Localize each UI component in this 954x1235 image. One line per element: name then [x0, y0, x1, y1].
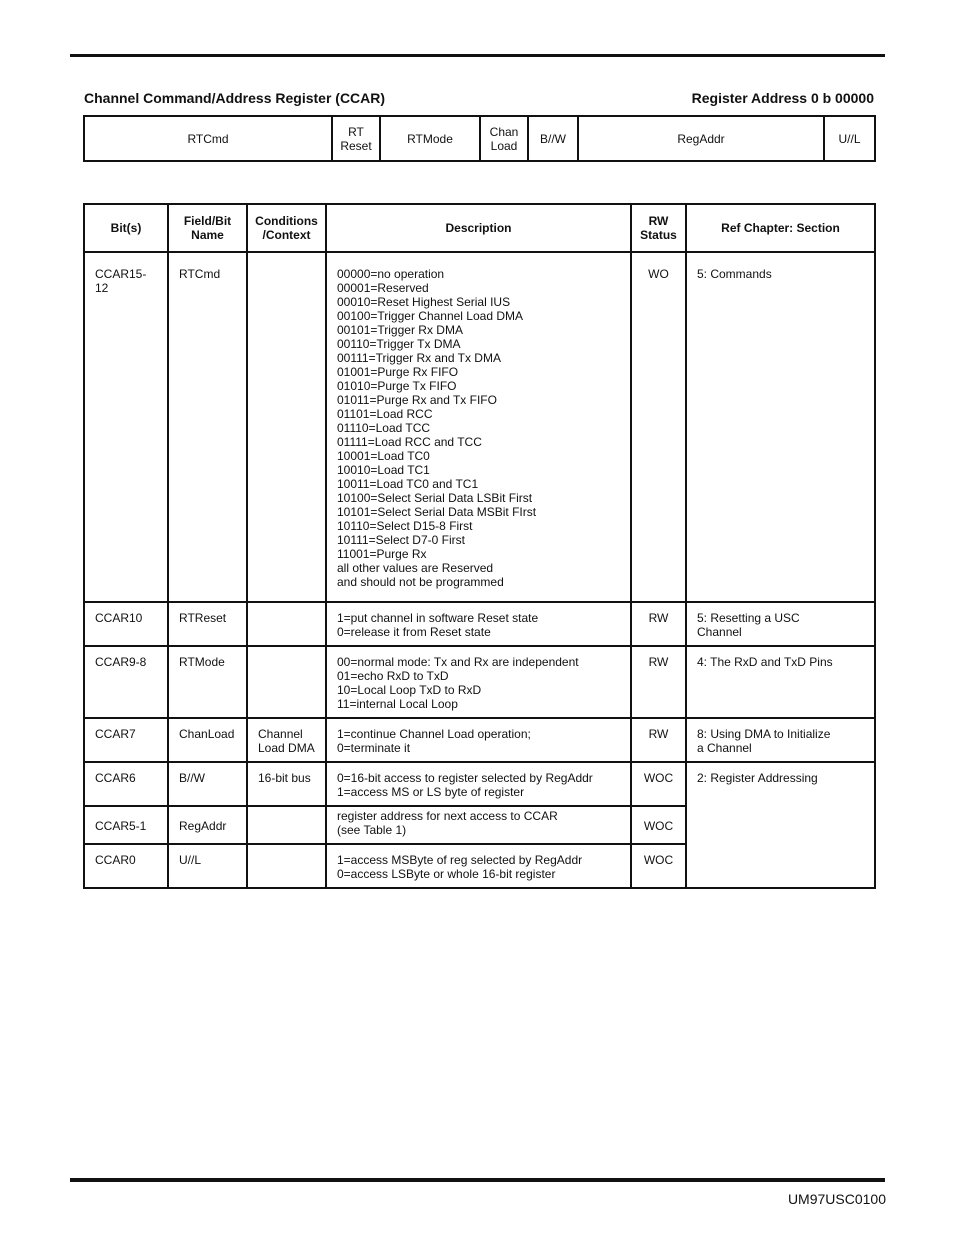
cell-description [326, 252, 631, 602]
description-line: 0=release it from Reset state [337, 625, 491, 639]
description-line: 1=continue Channel Load operation; [337, 727, 531, 741]
cell-ref-chapter: 5: Commands [686, 252, 875, 602]
cell-field-name: RegAddr [168, 806, 247, 844]
description-line: 10011=Load TC0 and TC1 [337, 477, 479, 491]
description-line: 01011=Purge Rx and Tx FIFO [337, 393, 497, 407]
register-address: Register Address 0 b 00000 [691, 90, 874, 106]
bitfield-chanload: Chan Load [480, 116, 528, 161]
description-line: 00110=Trigger Tx DMA [337, 337, 461, 351]
cell-description [326, 602, 631, 646]
cell-conditions [247, 252, 326, 602]
column-header-bits: Bit(s) [84, 204, 168, 252]
cell-ref-chapter: 5: Resetting a USC Channel [686, 602, 875, 646]
cell-conditions [247, 646, 326, 718]
cell-ref-chapter: 8: Using DMA to Initialize a Channel [686, 718, 875, 762]
description-line: 10100=Select Serial Data LSBit First [337, 491, 533, 505]
description-line: 00101=Trigger Rx DMA [337, 323, 463, 337]
register-title: Channel Command/Address Register (CCAR) [84, 90, 386, 106]
cell-bits: CCAR10 [84, 602, 168, 646]
description-line: 00100=Trigger Channel Load DMA [337, 309, 524, 323]
register-description-table [83, 203, 876, 889]
description-line: 01110=Load TCC [337, 421, 431, 435]
table-row [84, 646, 875, 718]
cell-bits: CCAR0 [84, 844, 168, 888]
cell-bits: CCAR6 [84, 762, 168, 806]
cell-field-name: RTCmd [168, 252, 247, 602]
bottom-rule [70, 1178, 885, 1182]
description-line: 0=16-bit access to register selected by RegAddr [337, 771, 593, 785]
table-row [84, 602, 875, 646]
description-line: 11001=Purge Rx [337, 547, 427, 561]
description-line: 0=terminate it [337, 741, 411, 755]
description-line: 01001=Purge Rx FIFO [337, 365, 459, 379]
cell-rw-status: WOC [631, 762, 686, 806]
cell-rw-status: RW [631, 602, 686, 646]
cell-ref-chapter: 4: The RxD and TxD Pins [686, 646, 875, 718]
description-line: 01=echo RxD to TxD [337, 669, 449, 683]
description-line: 10110=Select D15-8 First [337, 519, 473, 533]
description-line: 1=put channel in software Reset state [337, 611, 539, 625]
description-line: 01010=Purge Tx FIFO [337, 379, 457, 393]
cell-conditions [247, 602, 326, 646]
bit-field-map [83, 115, 876, 162]
bitfield-bw: B//W [528, 116, 578, 161]
description-line: 1=access MSByte of reg selected by RegAddr [337, 853, 583, 867]
cell-field-name: U//L [168, 844, 247, 888]
description-line: 00010=Reset Highest Serial IUS [337, 295, 511, 309]
description-line: all other values are Reserved [337, 561, 494, 575]
description-line: 00111=Trigger Rx and Tx DMA [337, 351, 501, 365]
column-header-ref-chapter: Ref Chapter: Section [686, 204, 875, 252]
description-line: 01111=Load RCC and TCC [337, 435, 482, 449]
cell-field-name: ChanLoad [168, 718, 247, 762]
description-line: and should not be programmed [337, 575, 504, 589]
document-id: UM97USC0100 [787, 1191, 886, 1207]
column-header-description: Description [326, 204, 631, 252]
cell-ref-chapter: 2: Register Addressing [686, 762, 875, 888]
top-rule [70, 54, 885, 57]
description-line: (see Table 1) [337, 823, 407, 837]
table-row [84, 718, 875, 762]
cell-rw-status: RW [631, 646, 686, 718]
cell-description [326, 844, 631, 888]
cell-bits: CCAR5-1 [84, 806, 168, 844]
bitfield-rtreset: RT Reset [332, 116, 380, 161]
cell-conditions: Channel Load DMA [247, 718, 326, 762]
cell-bits: CCAR9-8 [84, 646, 168, 718]
cell-description [326, 718, 631, 762]
bitfield-regaddr: RegAddr [578, 116, 824, 161]
cell-field-name: RTMode [168, 646, 247, 718]
description-line: 10010=Load TC1 [337, 463, 430, 477]
cell-conditions [247, 844, 326, 888]
table-row [84, 762, 875, 806]
column-header-field-name: Field/Bit Name [168, 204, 247, 252]
cell-rw-status: WO [631, 252, 686, 602]
bitfield-ul: U//L [824, 116, 875, 161]
cell-bits: CCAR15-12 [84, 252, 168, 602]
cell-description [326, 762, 631, 806]
description-line: 00000=no operation [337, 267, 445, 281]
description-line: register address for next access to CCAR [337, 809, 558, 823]
description-line: 10001=Load TC0 [337, 449, 430, 463]
column-header-rw-status: RW Status [631, 204, 686, 252]
description-line: 01101=Load RCC [337, 407, 433, 421]
description-line: 10=Local Loop TxD to RxD [337, 683, 482, 697]
description-line: 00=normal mode: Tx and Rx are independent [337, 655, 579, 669]
column-header-conditions: Conditions /Context [247, 204, 326, 252]
cell-conditions [247, 806, 326, 844]
description-line: 11=internal Local Loop [337, 697, 458, 711]
cell-rw-status: RW [631, 718, 686, 762]
cell-field-name: RTReset [168, 602, 247, 646]
table-header-row [84, 204, 875, 252]
bitfield-rtmode: RTMode [380, 116, 480, 161]
cell-bits: CCAR7 [84, 718, 168, 762]
description-line: 00001=Reserved [337, 281, 429, 295]
table-row [84, 252, 875, 602]
description-line: 0=access LSByte or whole 16-bit register [337, 867, 556, 881]
description-line: 1=access MS or LS byte of register [337, 785, 525, 799]
cell-rw-status: WOC [631, 844, 686, 888]
cell-conditions: 16-bit bus [247, 762, 326, 806]
cell-description [326, 646, 631, 718]
bitfield-rtcmd: RTCmd [84, 116, 332, 161]
cell-field-name: B//W [168, 762, 247, 806]
cell-description [326, 806, 631, 844]
description-line: 10101=Select Serial Data MSBit FIrst [337, 505, 537, 519]
description-line: 10111=Select D7-0 First [337, 533, 465, 547]
cell-rw-status: WOC [631, 806, 686, 844]
